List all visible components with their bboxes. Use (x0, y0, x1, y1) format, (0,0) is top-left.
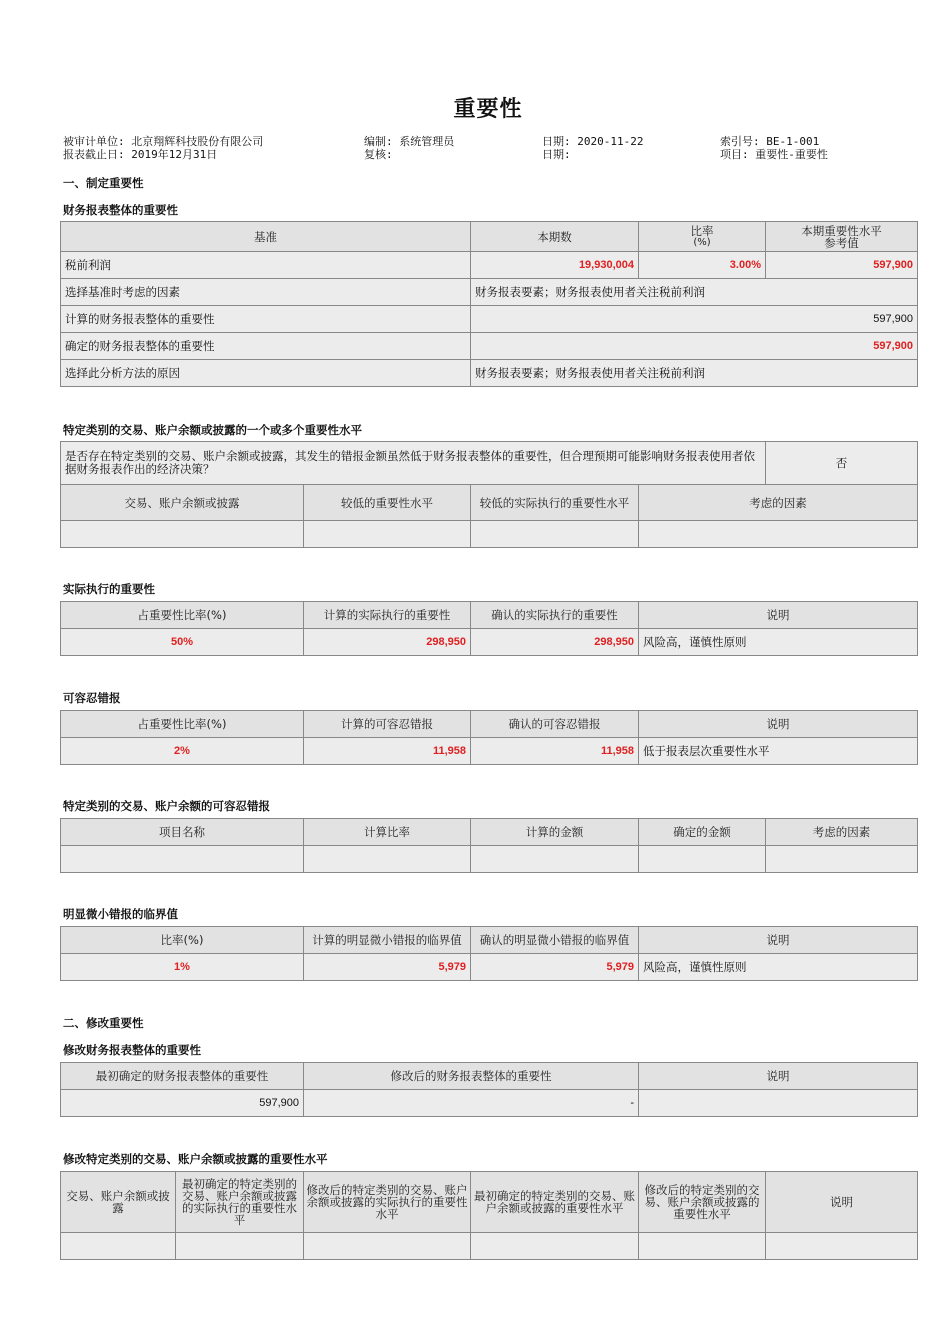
row-method-reason-label: 选择此分析方法的原因 (61, 360, 471, 387)
header-audited-unit: 被审计单位: 北京翔辉科技股份有限公司 (63, 135, 264, 148)
header-basis: 基准 (61, 222, 471, 252)
empty-cell (304, 846, 471, 873)
ratio-value: 3.00% (639, 252, 766, 279)
row-determined-materiality-label: 确定的财务报表整体的重要性 (61, 333, 471, 360)
header-date-prepared: 日期: 2020-11-22 (542, 135, 644, 148)
page-title: 重要性 (453, 97, 523, 122)
trivial-ratio-value: 1% (61, 954, 304, 981)
materiality-level-value: 597,900 (766, 252, 918, 279)
confirmed-trivial-value: 5,979 (471, 954, 639, 981)
header-confirmed-performance: 确认的实际执行的重要性 (471, 602, 639, 629)
header-transaction-type: 交易、账户余额或披露 (61, 1172, 176, 1233)
header-revised-materiality: 修改后的财务报表整体的重要性 (304, 1063, 639, 1090)
empty-cell (766, 1233, 918, 1260)
specific-materiality-table (60, 441, 918, 548)
performance-note: 风险高，谨慎性原则 (639, 629, 918, 656)
revise-overall-table (60, 1062, 918, 1117)
basis-factors-value: 财务报表要素；财务报表使用者关注税前利润 (471, 279, 918, 306)
tolerable-misstatement-heading: 可容忍错报 (63, 691, 121, 705)
empty-cell (639, 521, 918, 548)
header-revised-materiality-level: 修改后的特定类别的交易、账户余额或披露的重要性水平 (639, 1172, 766, 1233)
header-prepared-by: 编制: 系统管理员 (364, 135, 455, 148)
header-initial-materiality-level: 最初确定的特定类别的交易、账户余额或披露的重要性水平 (471, 1172, 639, 1233)
overall-materiality-heading: 财务报表整体的重要性 (63, 203, 178, 217)
header-considered-factors: 考虑的因素 (639, 485, 918, 521)
header-calculated-trivial: 计算的明显微小错报的临界值 (304, 927, 471, 954)
specific-tolerable-heading: 特定类别的交易、账户余额的可容忍错报 (63, 799, 270, 813)
empty-cell (766, 846, 918, 873)
row-calculated-materiality-label: 计算的财务报表整体的重要性 (61, 306, 471, 333)
empty-cell (61, 521, 304, 548)
calculated-trivial-value: 5,979 (304, 954, 471, 981)
header-determined-amount: 确定的金额 (639, 819, 766, 846)
specific-tolerable-table (60, 818, 918, 873)
empty-cell (304, 1233, 471, 1260)
empty-cell (176, 1233, 304, 1260)
tolerable-ratio-value: 2% (61, 738, 304, 765)
empty-cell (61, 846, 304, 873)
header-confirmed-trivial: 确认的明显微小错报的临界值 (471, 927, 639, 954)
determined-materiality-value: 597,900 (471, 333, 918, 360)
trivial-threshold-heading: 明显微小错报的临界值 (63, 907, 178, 921)
header-considered-factors: 考虑的因素 (766, 819, 918, 846)
revise-specific-heading: 修改特定类别的交易、账户余额或披露的重要性水平 (63, 1152, 328, 1166)
specific-materiality-answer: 否 (766, 442, 918, 485)
confirmed-performance-value: 298,950 (471, 629, 639, 656)
header-initial-performance-level: 最初确定的特定类别的交易、账户余额或披露的实际执行的重要性水平 (176, 1172, 304, 1233)
header-note: 说明 (639, 1063, 918, 1090)
header-note: 说明 (639, 602, 918, 629)
specific-materiality-heading: 特定类别的交易、账户余额或披露的一个或多个重要性水平 (63, 423, 362, 437)
header-initial-materiality: 最初确定的财务报表整体的重要性 (61, 1063, 304, 1090)
confirmed-tolerable-value: 11,958 (471, 738, 639, 765)
specific-materiality-question: 是否存在特定类别的交易、账户余额或披露，其发生的错报金额虽然低于财务报表整体的重要性，但合理预期可能影响财务报表使用者依据财务报表作出的经济决策？ (61, 442, 766, 485)
tolerable-note: 低于报表层次重要性水平 (639, 738, 918, 765)
header-revised-performance-level: 修改后的特定类别的交易、账户余额或披露的实际执行的重要性水平 (304, 1172, 471, 1233)
header-item-name: 项目名称 (61, 819, 304, 846)
header-transaction-type: 交易、账户余额或披露 (61, 485, 304, 521)
header-calc-amount: 计算的金额 (471, 819, 639, 846)
header-calc-ratio: 计算比率 (304, 819, 471, 846)
header-project: 项目: 重要性-重要性 (720, 148, 828, 161)
calculated-tolerable-value: 11,958 (304, 738, 471, 765)
trivial-note: 风险高，谨慎性原则 (639, 954, 918, 981)
empty-cell (471, 521, 639, 548)
empty-cell (639, 846, 766, 873)
header-confirmed-tolerable: 确认的可容忍错报 (471, 711, 639, 738)
performance-ratio-value: 50% (61, 629, 304, 656)
row-basis-factors-label: 选择基准时考虑的因素 (61, 279, 471, 306)
pretax-profit-value: 19,930,004 (471, 252, 639, 279)
overall-materiality-table (60, 221, 918, 387)
revised-materiality-value: - (304, 1090, 639, 1117)
header-current-period: 本期数 (471, 222, 639, 252)
header-note: 说明 (639, 711, 918, 738)
empty-cell (304, 521, 471, 548)
header-note: 说明 (766, 1172, 918, 1233)
header-reviewed-by: 复核: (364, 148, 393, 161)
empty-cell (61, 1233, 176, 1260)
header-report-date: 报表截止日: 2019年12月31日 (63, 148, 218, 161)
method-reason-value: 财务报表要素；财务报表使用者关注税前利润 (471, 360, 918, 387)
header-materiality-level: 本期重要性水平 参考值 (766, 222, 918, 252)
header-lower-performance-materiality: 较低的实际执行的重要性水平 (471, 485, 639, 521)
header-lower-materiality: 较低的重要性水平 (304, 485, 471, 521)
empty-cell (471, 1233, 639, 1260)
header-ratio: 比率 (%) (639, 222, 766, 252)
trivial-threshold-table (60, 926, 918, 981)
header-calculated-tolerable: 计算的可容忍错报 (304, 711, 471, 738)
calculated-performance-value: 298,950 (304, 629, 471, 656)
row-pretax-profit-label: 税前利润 (61, 252, 471, 279)
empty-cell (639, 1090, 918, 1117)
performance-materiality-heading: 实际执行的重要性 (63, 582, 155, 596)
header-index-no: 索引号: BE-1-001 (720, 135, 820, 148)
header-materiality-ratio: 占重要性比率(%) (61, 711, 304, 738)
header-date-reviewed: 日期: (542, 148, 571, 161)
calculated-materiality-value: 597,900 (471, 306, 918, 333)
section-heading-set-materiality: 一、制定重要性 (63, 176, 144, 190)
header-note: 说明 (639, 927, 918, 954)
section-heading-revise-materiality: 二、修改重要性 (63, 1016, 144, 1030)
performance-materiality-table (60, 601, 918, 656)
empty-cell (471, 846, 639, 873)
header-calculated-performance: 计算的实际执行的重要性 (304, 602, 471, 629)
initial-materiality-value: 597,900 (61, 1090, 304, 1117)
tolerable-misstatement-table (60, 710, 918, 765)
revise-overall-heading: 修改财务报表整体的重要性 (63, 1043, 201, 1057)
header-ratio: 比率(%) (61, 927, 304, 954)
header-materiality-ratio: 占重要性比率(%) (61, 602, 304, 629)
empty-cell (639, 1233, 766, 1260)
revise-specific-table (60, 1171, 918, 1260)
